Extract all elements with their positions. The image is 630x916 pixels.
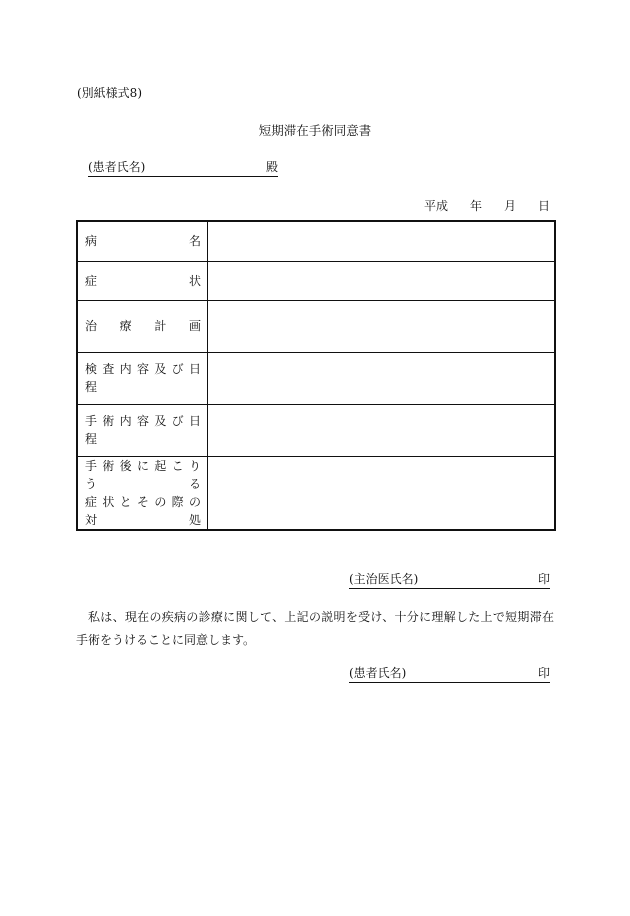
form-number: (別紙様式8)	[77, 86, 142, 100]
table-row	[77, 404, 555, 456]
date-month: 月	[503, 199, 516, 213]
row-label: 治 療 計 画	[77, 300, 208, 352]
date-year: 年	[469, 199, 482, 213]
row-label: 検 査 内 容 及 び 日 程	[77, 352, 208, 404]
doctor-signature-field[interactable]	[349, 570, 550, 589]
patient-signature-label: (患者氏名)	[349, 666, 407, 680]
table-row	[77, 221, 555, 261]
addressee-field[interactable]	[88, 158, 278, 177]
consent-statement: 私は、現在の疾病の診療に関して、上記の説明を受け、十分に理解した上で短期滞在手術をうけることに同意します。	[76, 610, 554, 647]
treatment-plan-field[interactable]	[208, 300, 556, 352]
surgery-schedule-field[interactable]	[208, 404, 556, 456]
post-op-field[interactable]	[208, 456, 556, 530]
row-label: 病 名	[77, 221, 208, 261]
patient-signature-field[interactable]	[349, 664, 550, 683]
consent-table	[76, 220, 556, 531]
table-row	[77, 261, 555, 300]
seal-mark: 印	[537, 666, 550, 680]
honorific: 殿	[265, 160, 278, 174]
doctor-signature-label: (主治医氏名)	[349, 572, 419, 586]
row-label-line: 症 状 と そ の 際 の 対 処	[85, 494, 201, 527]
table-row	[77, 352, 555, 404]
document-title: 短期滞在手術同意書	[258, 123, 372, 138]
table-row	[77, 456, 555, 530]
disease-name-field[interactable]	[208, 221, 556, 261]
date-day: 日	[537, 199, 550, 213]
table-row	[77, 300, 555, 352]
seal-mark: 印	[537, 572, 550, 586]
date-era: 平成	[423, 199, 448, 213]
addressee-label: (患者氏名)	[88, 160, 146, 174]
exam-schedule-field[interactable]	[208, 352, 556, 404]
row-label-line: 手 術 後 に 起 こ り う る	[85, 458, 201, 491]
symptoms-field[interactable]	[208, 261, 556, 300]
row-label: 症 状	[77, 261, 208, 300]
date-field[interactable]	[424, 197, 550, 214]
row-label: 手 術 内 容 及 び 日 程	[77, 404, 208, 456]
row-label	[77, 456, 208, 530]
